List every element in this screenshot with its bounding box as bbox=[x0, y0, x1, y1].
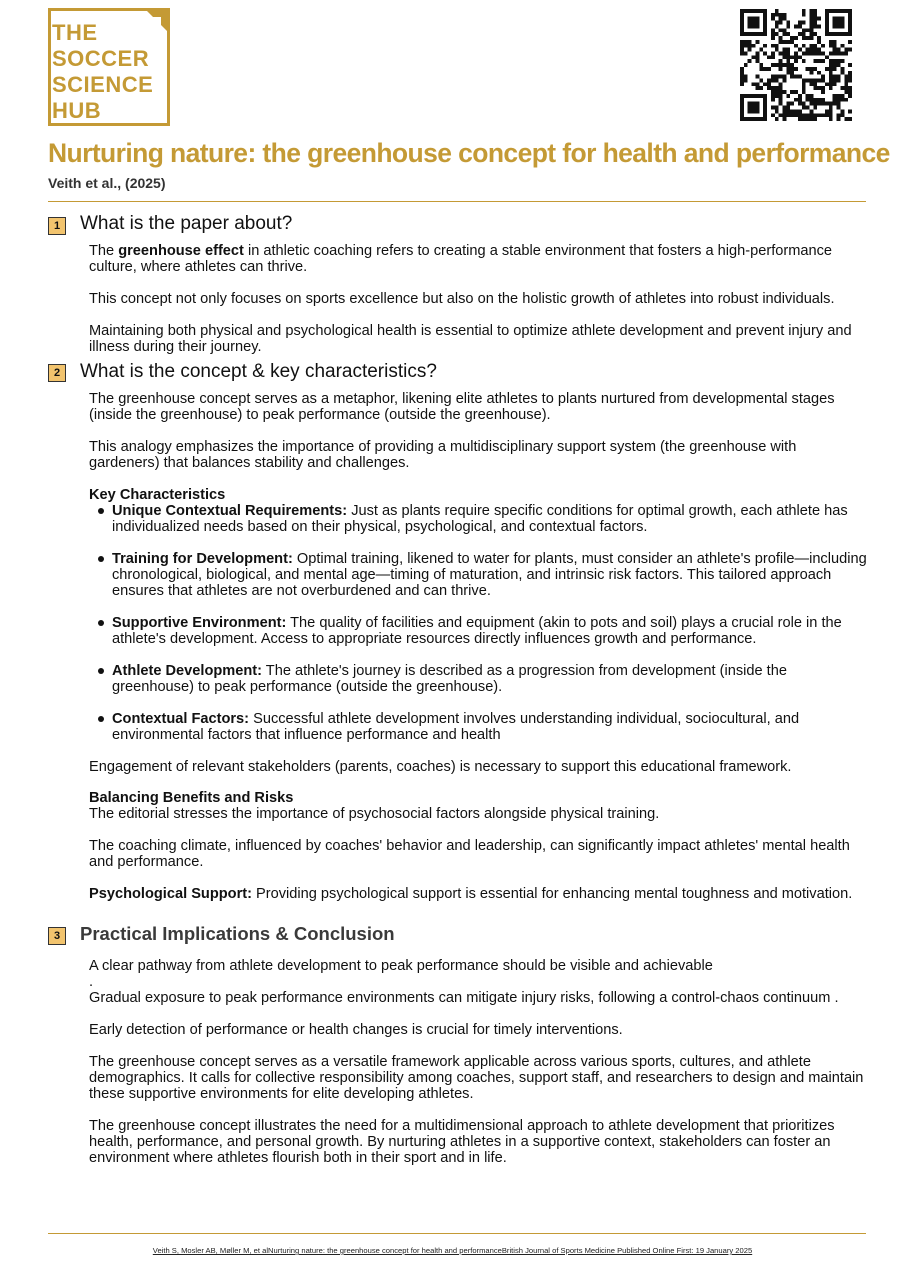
logo-line: SCIENCE bbox=[52, 72, 154, 97]
section-heading: What is the paper about? bbox=[80, 213, 293, 234]
paragraph: Early detection of performance or health changes is crucial for timely interventions. bbox=[89, 1022, 623, 1038]
bullet-icon bbox=[98, 668, 106, 676]
authors: Veith et al., (2025) bbox=[48, 175, 166, 191]
soccer-science-hub-logo bbox=[48, 8, 170, 126]
section-heading: Practical Implications & Conclusion bbox=[80, 923, 395, 944]
bullet-icon bbox=[98, 508, 106, 516]
divider bbox=[48, 201, 866, 202]
list-item: Training for Development: Optimal training, likened to water for plants, must consider an athlete's profile—including chronological, biological, and mental age—timing of maturation, and intrinsic risk factors. This tailored approach ensures that athletes are not overburdened and can thrive. bbox=[112, 551, 867, 599]
section-number-badge: 2 bbox=[48, 364, 66, 382]
paragraph: The greenhouse concept illustrates the need for a multidimensional approach to athlete development that prioritizes health, performance, and personal growth. By nurturing athletes in a supportive context, stakeholders can foster an environment where athletes flourish both in their sport and in life. bbox=[89, 1118, 835, 1166]
paragraph: Psychological Support: Providing psychological support is essential for enhancing mental toughness and motivation. bbox=[89, 886, 853, 902]
citation-footer-link[interactable]: Veith S, Mosler AB, Møller M, et alNurturing nature: the greenhouse concept for health and performanceBritish Journal of Sports Medicine Published Online First: 19 January 2025 bbox=[152, 1246, 753, 1255]
subheading: Balancing Benefits and Risks bbox=[89, 790, 294, 806]
section-number-badge: 1 bbox=[48, 217, 66, 235]
paragraph: This concept not only focuses on sports excellence but also on the holistic growth of athletes into robust individuals. bbox=[89, 291, 835, 307]
list-item: Supportive Environment: The quality of facilities and equipment (akin to pots and soil) plays a crucial role in the athlete's development. Access to appropriate resources directly influences growth and performance. bbox=[112, 615, 842, 647]
logo-text bbox=[52, 20, 164, 124]
paragraph: This analogy emphasizes the importance of providing a multidisciplinary support system (the greenhouse with gardeners) that balances stability and challenges. bbox=[89, 439, 797, 471]
qr-code-icon[interactable] bbox=[740, 9, 852, 121]
paragraph: The greenhouse concept serves as a versatile framework applicable across various sports, cultures, and athlete demographics. It calls for collective responsibility among coaches, support staff, and researchers to design and maintain these supportive environments for elite developing athletes. bbox=[89, 1054, 864, 1102]
paragraph: The coaching climate, influenced by coaches' behavior and leadership, can significantly impact athletes' mental health and performance. bbox=[89, 838, 850, 870]
bullet-icon bbox=[98, 556, 106, 564]
bullet-icon bbox=[98, 716, 106, 724]
list-item: Contextual Factors: Successful athlete development involves understanding individual, sociocultural, and environmental factors that influence performance and health bbox=[112, 711, 800, 743]
paragraph: The editorial stresses the importance of psychosocial factors alongside physical training. bbox=[89, 806, 660, 822]
list-item: Unique Contextual Requirements: Just as plants require specific conditions for optimal growth, each athlete has individualized needs based on their physical, psychological, and contextual factors. bbox=[112, 503, 848, 535]
section-number-badge: 3 bbox=[48, 927, 66, 945]
logo-line: THE bbox=[52, 20, 98, 45]
paragraph: . bbox=[89, 974, 94, 990]
paragraph: A clear pathway from athlete development to peak performance should be visible and achievable bbox=[89, 958, 713, 974]
paragraph: The greenhouse effect in athletic coaching refers to creating a stable environment that fosters a high-performance culture, where athletes can thrive. bbox=[89, 243, 833, 275]
subheading: Key Characteristics bbox=[89, 487, 226, 503]
page-title: Nurturing nature: the greenhouse concept for health and performance bbox=[48, 138, 890, 168]
list-item: Athlete Development: The athlete's journey is described as a progression from development (inside the greenhouse) to peak performance (outside the greenhouse). bbox=[112, 663, 787, 695]
paragraph: Maintaining both physical and psychological health is essential to optimize athlete development and prevent injury and illness during their journey. bbox=[89, 323, 852, 355]
paragraph: Gradual exposure to peak performance environments can mitigate injury risks, following a control-chaos continuum . bbox=[89, 990, 839, 1006]
section-heading: What is the concept & key characteristics? bbox=[80, 361, 437, 382]
logo-line: SOCCER bbox=[52, 46, 150, 71]
paragraph: Engagement of relevant stakeholders (parents, coaches) is necessary to support this educational framework. bbox=[89, 759, 792, 775]
paragraph: The greenhouse concept serves as a metaphor, likening elite athletes to plants nurtured from developmental stages (inside the greenhouse) to peak performance (outside the greenhouse). bbox=[89, 391, 835, 423]
footer-divider bbox=[48, 1233, 866, 1234]
bullet-icon bbox=[98, 620, 106, 628]
logo-line: HUB bbox=[52, 98, 102, 123]
